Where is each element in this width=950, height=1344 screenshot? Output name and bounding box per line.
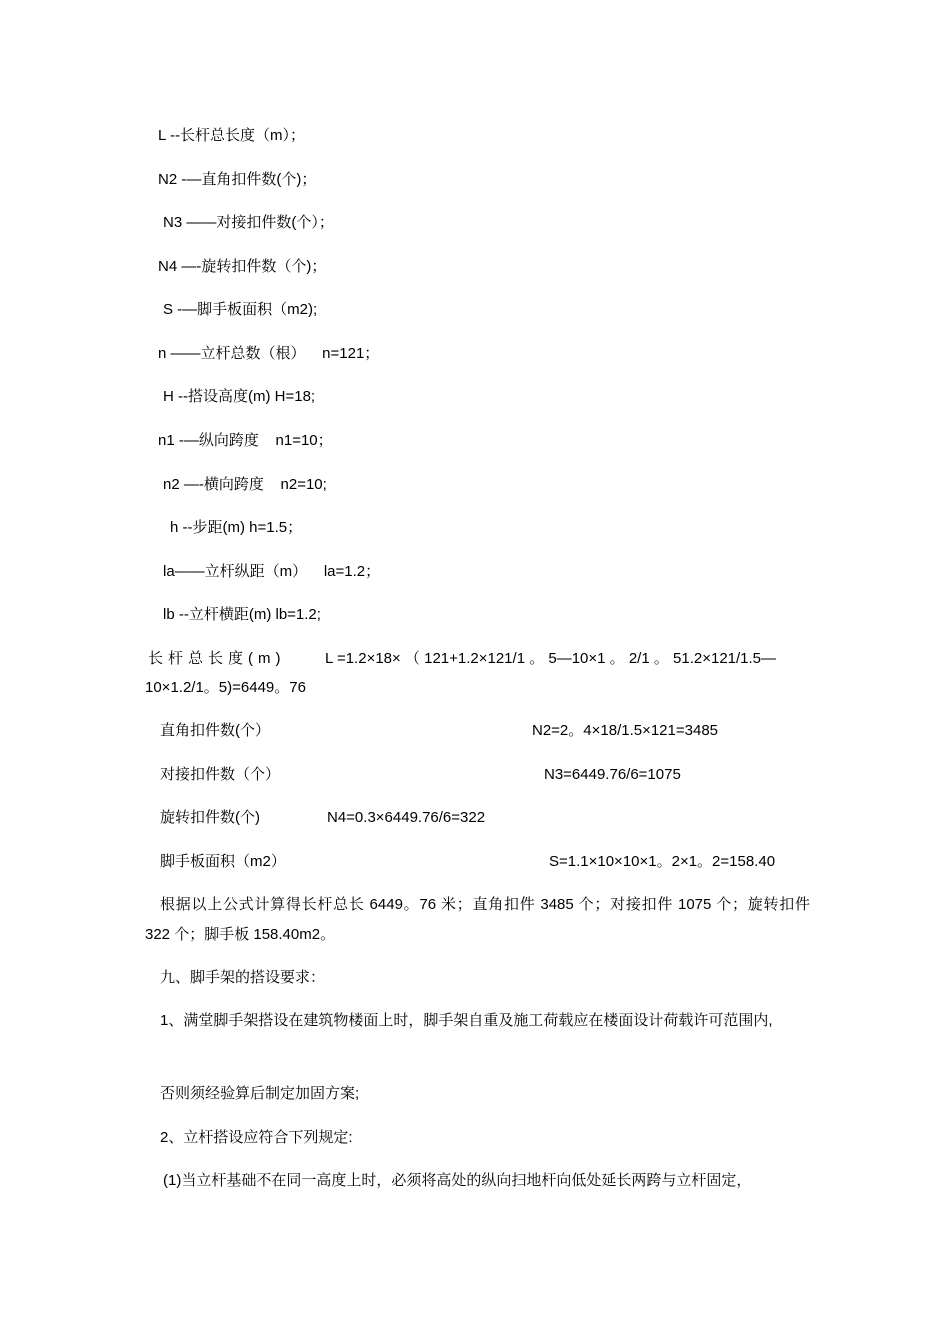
definition-n3: N3 ——对接扣件数(个）；	[163, 214, 334, 231]
definition-n1: n1 -—纵向跨度 n1=10；	[158, 432, 333, 449]
result-value-n3: N3=6449.76/6=1075	[544, 766, 681, 783]
formula-long-line1: L =1.2×18× （ 121+1.2×121/1 。 5—10×1 。 2/1 。 51.2×121/1.5—	[325, 650, 777, 667]
definition-h-height: H --搭设高度(m) H=18;	[163, 388, 316, 405]
definition-lb: lb --立杆横距(m) lb=1.2;	[163, 606, 321, 623]
definition-n2: N2 -—直角扣件数(个)；	[158, 171, 317, 188]
result-value-n4: N4=0.3×6449.76/6=322	[327, 809, 486, 826]
result-value-n2: N2=2。4×18/1.5×121=3485	[532, 722, 718, 739]
requirement-item-2: 2、立杆搭设应符合下列规定:	[160, 1129, 353, 1146]
definition-l: L --长杆总长度（m）；	[158, 127, 305, 144]
requirement-item-2-1: (1)当立杆基础不在同一高度上时，必须将高处的纵向扫地杆向低处延长两跨与立杆固定，	[163, 1172, 752, 1189]
summary-paragraph: 根据以上公式计算得长杆总长 6449。76 米；直角扣件 3485 个；对接扣件 1075 个；旋转扣件 322 个；脚手板 158.40m2。	[145, 896, 810, 943]
formula-long-line2: 10×1.2/1。5)=6449。76	[145, 679, 306, 696]
definition-n: n ——立杆总数（根） n=121；	[158, 345, 380, 362]
formula-long-label: 长杆总长度(m)	[148, 650, 286, 667]
result-label-n4: 旋转扣件数(个)	[160, 809, 260, 826]
definition-n2-span: n2 —-横向跨度 n2=10;	[163, 476, 327, 493]
result-label-n2: 直角扣件数(个）	[160, 722, 270, 739]
result-label-n3: 对接扣件数（个）	[160, 766, 281, 783]
definition-h-step: h --步距(m) h=1.5；	[170, 519, 303, 536]
definition-la: la——立杆纵距（m） la=1.2；	[163, 563, 381, 580]
result-label-s: 脚手板面积（m2）	[160, 853, 286, 870]
section-title: 九、脚手架的搭设要求：	[160, 969, 326, 986]
requirement-item-1-continued: 否则须经验算后制定加固方案;	[160, 1085, 360, 1102]
definition-s: S -—脚手板面积（m2);	[163, 301, 318, 318]
result-value-s: S=1.1×10×10×1。2×1。2=158.40	[549, 853, 776, 870]
requirement-item-1: 1、满堂脚手架搭设在建筑物楼面上时，脚手架自重及施工荷载应在楼面设计荷载许可范围内,	[160, 1012, 773, 1029]
definition-n4: N4 —-旋转扣件数（个)；	[158, 258, 327, 275]
